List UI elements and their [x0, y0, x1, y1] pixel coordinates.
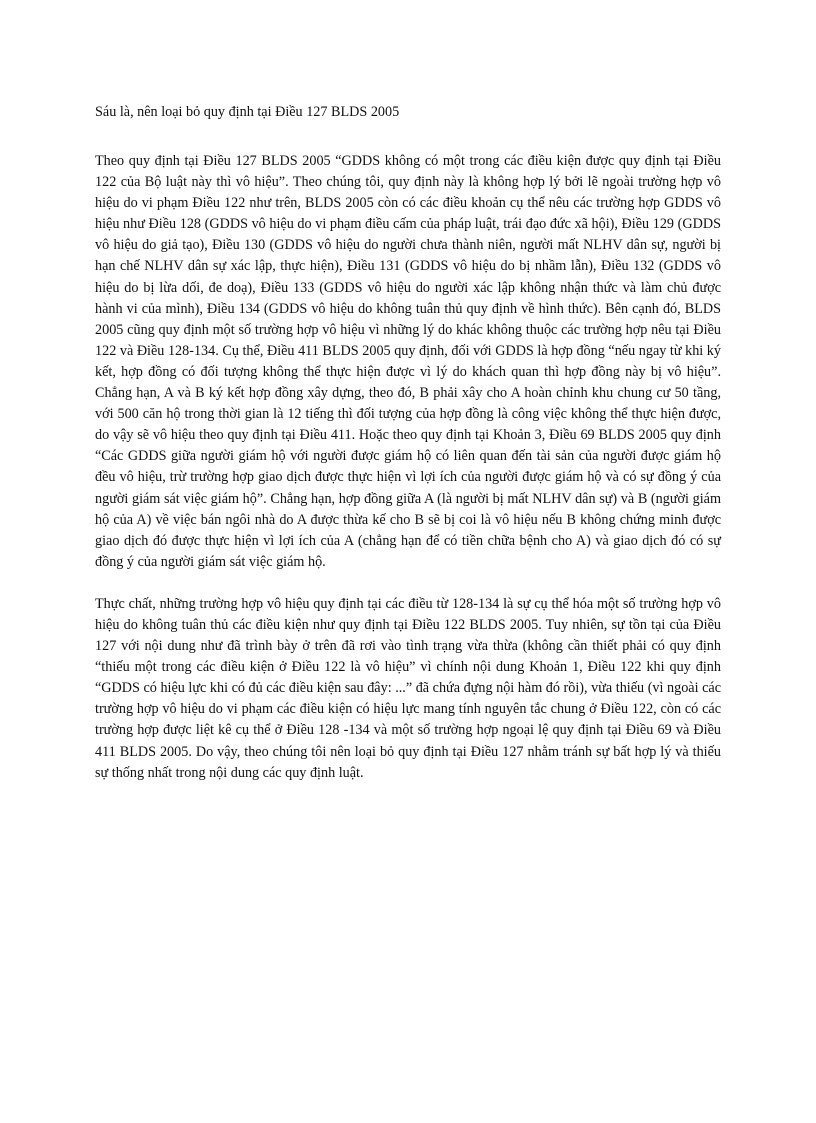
section-heading: Sáu là, nên loại bỏ quy định tại Điều 127 BLDS 2005 [95, 104, 400, 120]
document-body [95, 102, 721, 805]
paragraph-1: Theo quy định tại Điều 127 BLDS 2005 “GDDS không có một trong các điều kiện được quy định tại Điều 122 của Bộ luật này thì vô hiệu”. Theo chúng tôi, quy định này là không hợp lý bởi lẽ ngoài trường hợp vô hiệu do vi phạm Điều 122 như trên, BLDS 2005 còn có các điều khoản cụ thể nêu các trường hợp GDDS vô hiệu như Điều 128 (GDDS vô hiệu do vi phạm điều cấm của pháp luật, trái đạo đức xã hội), Điều 129 (GDDS vô hiệu do giả tạo), Điều 130 (GDDS vô hiệu do người chưa thành niên, người mất NLHV dân sự, người bị hạn chế NLHV dân sự xác lập, thực hiện), Điều 131 (GDDS vô hiệu do bị nhầm lẫn), Điều 132 (GDDS vô hiệu do bị lừa dối, đe doạ), Điều 133 (GDDS vô hiệu do người xác lập không nhận thức và làm chủ được hành vi của mình), Điều 134 (GDDS vô hiệu do không tuân thủ quy định về hình thức). Bên cạnh đó, BLDS 2005 cũng quy định một số trường hợp vô hiệu vì những lý do khác không thuộc các trường hợp nêu tại Điều 122 và Điều 128-134. Cụ thể, Điều 411 BLDS 2005 quy định, đối với GDDS là hợp đồng “nếu ngay từ khi ký kết, hợp đồng có đối tượng không thể thực hiện được vì lý do khách quan thì hợp đồng này bị vô hiệu”. Chẳng hạn, A và B ký kết hợp đồng xây dựng, theo đó, B phải xây cho A hoàn chỉnh khu chung cư 50 tầng, với 500 căn hộ trong thời gian là 12 tiếng thì đối tượng của hợp đồng là công việc không thể thực hiện được, do vậy sẽ vô hiệu theo quy định tại Điều 411. Hoặc theo quy định tại Khoản 3, Điều 69 BLDS 2005 quy định “Các GDDS giữa người giám hộ với người được giám hộ có liên quan đến tài sản của người được giám hộ đều vô hiệu, trừ trường hợp giao dịch được thực hiện vì lợi ích của người được giám hộ và có sự đồng ý của người giám sát việc giám hộ”. Chẳng hạn, hợp đồng giữa A (là người bị mất NLHV dân sự) và B (người giám hộ của A) về việc bán ngôi nhà do A được thừa kế cho B sẽ bị coi là vô hiệu nếu B không chứng minh được giao dịch đó được thực hiện vì lợi ích của A (chẳng hạn để có tiền chữa bệnh cho A) và giao dịch đó có sự đồng ý của người giám sát việc giám hộ. [95, 153, 721, 570]
paragraph-2: Thực chất, những trường hợp vô hiệu quy định tại các điều từ 128-134 là sự cụ thể hóa một số trường hợp vô hiệu do không tuân thủ các điều kiện như quy định tại Điều 122 BLDS 2005. Tuy nhiên, sự tồn tại của Điều 127 với nội dung như đã trình bày ở trên đã rơi vào tình trạng vừa thừa (không cần thiết phải có quy định “thiếu một trong các điều kiện ở Điều 122 là vô hiệu” vì chính nội dung Khoản 1, Điều 122 khi quy định “GDDS có hiệu lực khi có đủ các điều kiện sau đây: ...” đã chứa đựng nội hàm đó rồi), vừa thiếu (vì ngoài các trường hợp vô hiệu do vi phạm các điều kiện có hiệu lực mang tính nguyên tắc chung ở Điều 122, còn có các trường hợp được liệt kê cụ thể ở Điều 128 -134 và một số trường hợp ngoại lệ quy định tại Điều 69 và Điều 411 BLDS 2005. Do vậy, theo chúng tôi nên loại bỏ quy định tại Điều 127 nhằm tránh sự bất hợp lý và thiếu sự thống nhất trong nội dung các quy định luật. [95, 595, 721, 781]
